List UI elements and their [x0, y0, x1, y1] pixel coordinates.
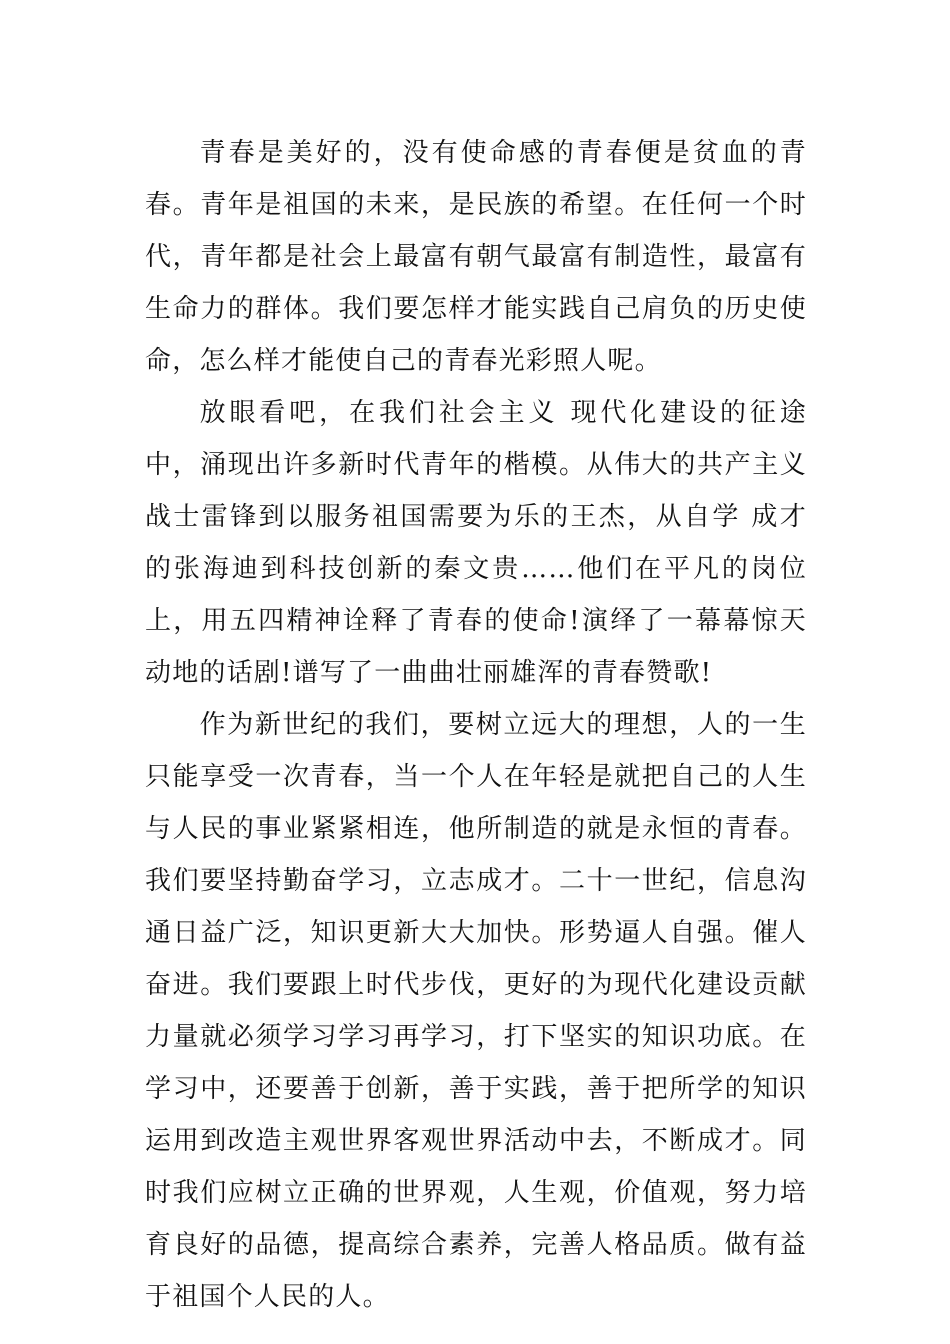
paragraph-2: 放眼看吧，在我们社会主义 现代化建设的征途中，涌现出许多新时代青年的楷模。从伟大的共产主义战士雷锋到以服务祖国需要为乐的王杰，从自学 成才的张海迪到科技创新的秦文贵……他们在平凡的岗位上，用五四精神诠释了青春的使命!演绎了一幕幕惊天动地的话剧!谱写了一曲曲壮丽雄浑的青春赞歌! [145, 398, 807, 688]
document-body [145, 127, 807, 1323]
paragraph-3: 作为新世纪的我们，要树立远大的理想，人的一生只能享受一次青春，当一个人在年轻是就把自己的人生与人民的事业紧紧相连，他所制造的就是永恒的青春。我们要坚持勤奋学习，立志成才。二十一世纪，信息沟通日益广泛，知识更新大大加快。形势逼人自强。催人奋进。我们要跟上时代步伐，更好的为现代化建设贡献力量就必须学习学习再学习，打下坚实的知识功底。在学习中，还要善于创新，善于实践，善于把所学的知识运用到改造主观世界客观世界活动中去，不断成才。同时我们应树立正确的世界观，人生观，价值观，努力培育良好的品德，提高综合素养，完善人格品质。做有益于祖国个人民的人。 [145, 710, 807, 1312]
paragraph-1: 青春是美好的，没有使命感的青春便是贫血的青春。青年是祖国的未来，是民族的希望。在任何一个时代，青年都是社会上最富有朝气最富有制造性，最富有生命力的群体。我们要怎样才能实践自己肩负的历史使命，怎么样才能使自己的青春光彩照人呢。 [145, 138, 807, 376]
